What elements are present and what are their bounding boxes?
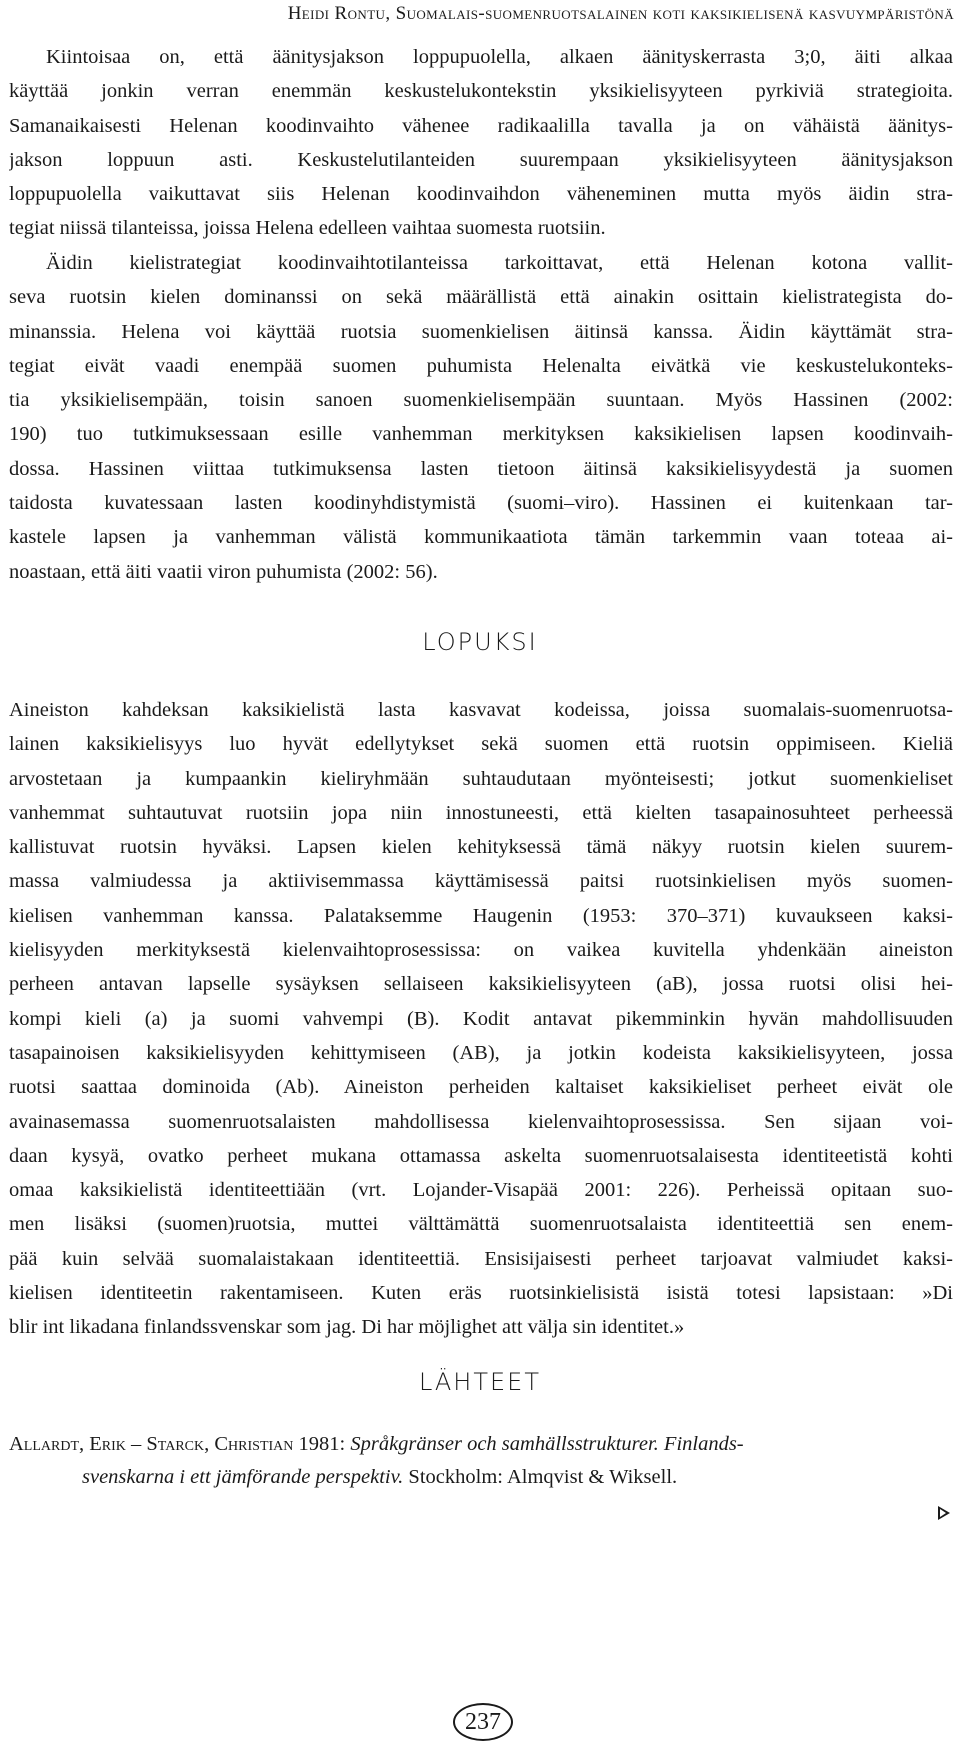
reference-title-1: Språkgränser och samhällsstrukturer. Finlands- xyxy=(350,1433,744,1455)
text-line: taidosta kuvatessaan lasten koodinyhdistymistä (suomi–viro). Hassinen ei kuitenkaan tar- xyxy=(9,492,953,515)
text-line: Kiintoisaa on, että äänitysjakson loppupuolella, alkaen äänityskerrasta 3;0, äiti alkaa xyxy=(46,46,953,68)
text-line: ruotsi saattaa dominoida (Ab). Aineiston perheiden kaltaiset kaksikieliset perheet eivät ole xyxy=(9,1076,953,1099)
paragraph-1 xyxy=(9,40,953,246)
reference-author-1: Allardt, Erik xyxy=(9,1433,126,1455)
text-line: lainen kaksikielisyys luo hyvät edellytykset sekä suomen että ruotsin oppimiseen. Kieliä xyxy=(9,733,953,756)
text-line: kielisen identiteetin rakentamiseen. Kuten eräs ruotsinkielisistä isistä totesi lapsistaan: »Di xyxy=(9,1282,953,1305)
text-line: kallistuvat ruotsin hyväksi. Lapsen kielen kehityksessä tämä näkyy ruotsin kielen suurem- xyxy=(9,836,953,859)
reference-title-2: svenskarna i ett jämförande perspektiv. xyxy=(82,1466,404,1488)
text-line: daan kysyä, ovatko perheet mukana ottamassa askelta suomenruotsalaisesta identiteetistä kohti xyxy=(9,1144,953,1167)
text-line: tasapainoisen kaksikielisyyden kehittymiseen (AB), ja jotkin kodeista kaksikielisyyteen, jossa xyxy=(9,1041,953,1064)
text-line: vanhemmat suhtautuvat ruotsiin jopa niin innostuneesti, että kielten tasapainosuhteet perheessä xyxy=(9,801,953,824)
running-head xyxy=(0,0,960,30)
text-line: kompi kieli (a) ja suomi vahvempi (B). Kodit antavat pikemminkin hyvän mahdollisuuden xyxy=(9,1007,953,1030)
paragraph-2 xyxy=(9,246,953,589)
text-line: dossa. Hassinen viittaa tutkimuksensa lasten tietoon äitinsä kaksikielisyydestä ja suomen xyxy=(9,457,953,480)
text-line: tegiat niissä tilanteissa, joissa Helena edelleen vaihtaa suomesta ruotsiin. xyxy=(9,217,606,240)
text-line: Samanaikaisesti Helenan koodinvaihto vähenee radikaalilla tavalla ja on vähäistä äänitys- xyxy=(9,114,953,137)
page-number: 237 xyxy=(453,1703,513,1741)
text-line: omaa kaksikielistä identiteettiään (vrt. Lojander-Visapää 2001: 226). Perheissä opitaan suo- xyxy=(9,1179,953,1202)
text-line: kielisyyden merkityksestä kielenvaihtoprosessissa: on vaikea kuvitella yhdenkään aineiston xyxy=(9,939,953,962)
section-heading-lopuksi: LOPUKSI xyxy=(422,628,538,656)
text-line: tia yksikielisempään, toisin sanoen suomenkielisempään suuntaan. Myös Hassinen (2002: xyxy=(9,389,953,412)
next-page-triangle-icon xyxy=(938,1506,950,1520)
text-line: tegiat eivät vaadi enempää suomen puhumista Helenalta eivätkä vie keskustelukonteks- xyxy=(9,354,953,377)
text-line: Äidin kielistrategiat koodinvaihtotilanteissa tarkoittavat, että Helenan kotona vallit- xyxy=(46,252,953,274)
text-line: noastaan, että äiti vaatii viron puhumista (2002: 56). xyxy=(9,560,438,583)
text-line: kielisen vanhemman kanssa. Palataksemme Haugenin (1953: 370–371) kuvaukseen kaksi- xyxy=(9,904,953,927)
text-line: jakson loppuun asti. Keskustelutilanteiden suurempaan yksikielisyyteen äänitysjakson xyxy=(9,148,953,171)
text-line: seva ruotsin kielen dominanssi on sekä määrällistä että ainakin osittain kielistrategista do- xyxy=(9,286,953,309)
text-line: avainasemassa suomenruotsalaisten mahdollisessa kielenvaihtoprosessissa. Sen sijaan voi- xyxy=(9,1110,953,1133)
text-line: pää kuin selvää suomalaistakaan identiteettiä. Ensisijaisesti perheet tarjoavat valmiudet kaksi- xyxy=(9,1247,953,1270)
text-line: arvostetaan ja kumpaankin kieliryhmään suhtaudutaan myönteisesti; jotkut suomenkieliset xyxy=(9,767,953,790)
text-line: perheen antavan lapselle sysäyksen sellaiseen kaksikielisyyteen (aB), jossa ruotsi olisi hei- xyxy=(9,973,953,996)
paragraph-lopuksi xyxy=(9,693,953,1345)
section-heading-lahteet: LÄHTEET xyxy=(418,1368,542,1396)
text-line: Aineiston kahdeksan kaksikielistä lasta kasvavat kodeissa, joissa suomalais-suomenruotsa- xyxy=(9,699,953,721)
text-line: käyttää jonkin verran enemmän keskustelukontekstin yksikielisyyteen pyrkiviä strategioita. xyxy=(9,80,953,103)
reference-publisher: Stockholm: Almqvist & Wiksell. xyxy=(403,1466,678,1488)
reference-dash: – xyxy=(125,1433,147,1455)
text-line: kastele lapsen ja vanhemman välistä kommunikaatiota tämän tarkemmin vaan toteaa ai- xyxy=(9,526,953,549)
text-line: men lisäksi (suomen)ruotsia, muttei välttämättä suomenruotsalaista identiteettiä sen enem- xyxy=(9,1213,953,1236)
running-head-text: Heidi Rontu, Suomalais-suomenruotsalainen koti kaksikielisenä kasvuympäristönä xyxy=(287,3,954,24)
reference-author-2: Starck, Christian xyxy=(146,1433,294,1455)
reference-entry xyxy=(9,1428,953,1494)
text-line: 190) tuo tutkimuksessaan esille vanhemman merkityksen kaksikielisen lapsen koodinvaih- xyxy=(9,423,953,446)
text-line: massa valmiudessa ja aktiivisemmassa käyttämisessä paitsi ruotsinkielisen myös suomen- xyxy=(9,870,953,893)
reference-year: 1981: xyxy=(293,1433,351,1455)
text-line: blir int likadana finlandssvenskar som jag. Di har möjlighet att välja sin identitet.» xyxy=(9,1316,685,1339)
text-line: minanssia. Helena voi käyttää ruotsia suomenkielisen äitinsä kanssa. Äidin käyttämät stra- xyxy=(9,320,953,343)
text-line: loppupuolella vaikuttavat siis Helenan koodinvaihdon väheneminen mutta myös äidin stra- xyxy=(9,183,953,206)
